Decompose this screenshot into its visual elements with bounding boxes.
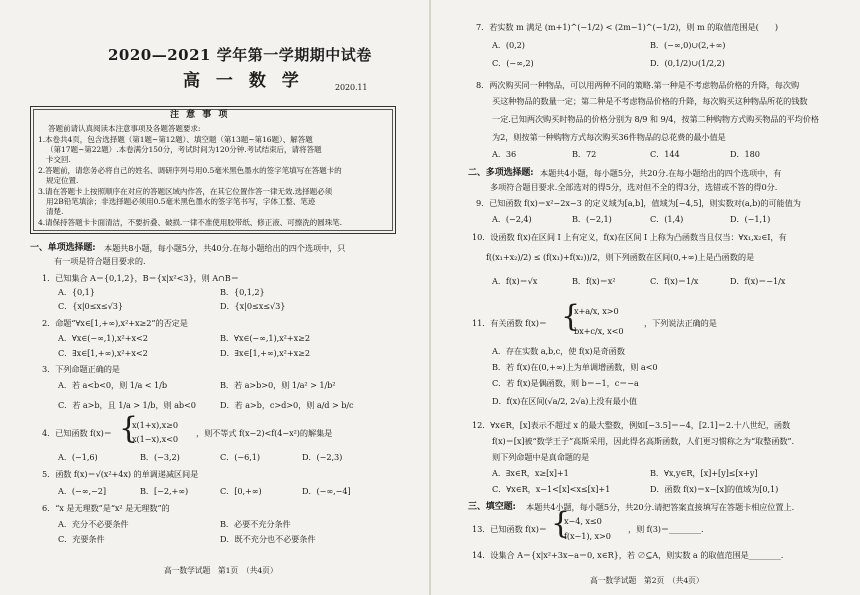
question-5-option-a: A．(−∞,−2] xyxy=(58,486,106,496)
question-7-option-c: C．(−∞,2) xyxy=(492,58,534,68)
question-11-option-b: B．若 f(x)在(0,+∞)上为单调增函数，则 a<0 xyxy=(492,362,658,372)
question-9-option-a: A．(−2,4) xyxy=(492,214,532,224)
question-9-stem: 9．已知函数 f(x)＝x²−2x−3 的定义域为[a,b]，值域为[−4,5]，则实数对(a,b)的可能值为 xyxy=(476,198,801,208)
question-7-option-d: D．(0,1/2)∪(1/2,2) xyxy=(650,58,725,68)
section-3-heading: 三、填空题: xyxy=(468,502,516,512)
page-1-footer: 高一数学试题 第1页 （共4页） xyxy=(164,566,278,575)
question-8-line-3: 一定.已知两次购买时物品的价格分别为 8/9 和 9/4，按第二种购物方式购买物品的平均价格 xyxy=(492,114,819,124)
question-13-case-2: f(x−1), x>0 xyxy=(564,531,611,541)
question-8-option-c: C．144 xyxy=(650,149,680,159)
question-6-option-a: A．充分不必要条件 xyxy=(58,519,129,529)
question-1-option-a: A．{0,1} xyxy=(58,287,95,297)
question-4-option-d: D．(−2,3) xyxy=(302,452,343,462)
section-1-desc2: 有一项是符合题目要求的. xyxy=(54,256,146,266)
question-12-line-1: 12．∀x∈R，[x]表示不超过 x 的最大整数，例如[−3.5]＝−4，[2.1]＝2.十八世纪，函数 xyxy=(472,420,791,430)
question-12-line-3: 则下列命题中是真命题的是 xyxy=(492,452,590,462)
question-1-stem: 1．已知集合 A＝{0,1,2}，B＝{x|x²<3}，则 A∩B＝ xyxy=(42,273,239,283)
notice-line: 3.请在答题卡上按照顺序在对应的答题区域内作答，在其它位置作答一律无效.选择题必须 xyxy=(38,187,333,196)
question-8-line-1: 8．两次购买同一种物品，可以用两种不同的策略.第一种是不考虑物品价格的升降，每次购 xyxy=(476,80,800,90)
question-12-option-b: B．∀x,y∈R，[x]+[y]≤[x+y] xyxy=(650,468,758,478)
question-4-option-a: A．(−1,6) xyxy=(58,452,98,462)
question-9-option-d: D．(−1,1) xyxy=(730,214,771,224)
question-3-option-d: D．若 a>b，c>d>0，则 a/d > b/c xyxy=(220,400,354,410)
question-13-stem-prefix: 13．已知函数 f(x)＝ xyxy=(472,524,547,534)
notice-line: 答题前请认真阅读本注意事项及各题答题要求: xyxy=(48,124,201,133)
question-5-option-d: D．(−∞,−4] xyxy=(302,486,351,496)
question-10-line-2: f((x₁+x₂)/2) ≤ (f(x₁)+f(x₂))/2，则下列函数在区间(0,+∞)上是凸函数的是 xyxy=(486,252,755,262)
question-13-brace: { xyxy=(551,506,571,541)
question-5-option-c: C．[0,+∞) xyxy=(220,486,262,496)
question-4-case-2: x(1−x),x<0 xyxy=(132,434,178,444)
question-13-case-1: x−4, x≤0 xyxy=(564,516,602,526)
question-1-option-b: B．{0,1,2} xyxy=(220,287,265,297)
question-3-option-c: C．若 a>b，且 1/a > 1/b，则 ab<0 xyxy=(58,400,196,410)
question-7-stem: 7．若实数 m 满足 (m+1)^(−1/2) < (2m−1)^(−1/2)，则 m 的取值范围是( ) xyxy=(476,22,779,32)
question-3-stem: 3．下列命题正确的是 xyxy=(42,364,120,374)
question-8-option-b: B．72 xyxy=(572,149,597,159)
notice-line: 规定位置. xyxy=(46,176,79,185)
section-2-heading: 二、多项选择题: xyxy=(468,168,534,178)
question-7-option-b: B．(−∞,0)∪(2,+∞) xyxy=(650,40,726,50)
question-12-option-c: C．∀x∈R，x−1<[x]<x≤[x]+1 xyxy=(492,484,611,494)
question-6-option-b: B．必要不充分条件 xyxy=(220,519,291,529)
notice-line: 用2B铅笔填涂；非选择题必须用0.5毫米黑色墨水的签字笔书写，字体工整、笔迹 xyxy=(46,197,316,206)
section-3-desc: 本题共4小题，每小题5分，共20分.请把答案直接填写在答题卡相应位置上. xyxy=(526,502,795,512)
question-2-option-a: A．∀x∈(−∞,1),x²+x<2 xyxy=(58,333,148,343)
question-3-option-b: B．若 a>b>0，则 1/a² > 1/b² xyxy=(220,380,336,390)
question-4-option-b: B．(−3,2) xyxy=(140,452,180,462)
question-12-line-2: f(x)＝[x]被“数学王子”高斯采用，因此得名高斯函数，人们更习惯称之为“取整函数”. xyxy=(492,436,794,446)
question-2-option-d: D．∃x∈[1,+∞),x²+x≥2 xyxy=(220,348,311,358)
question-8-option-a: A．36 xyxy=(492,149,517,159)
question-10-option-d: D．f(x)＝−1/x xyxy=(730,276,786,286)
question-2-option-b: B．∀x∈(−∞,1),x²+x≥2 xyxy=(220,333,310,343)
exam-subject: 高 一 数 学 xyxy=(183,71,304,91)
question-4-brace: { xyxy=(119,411,139,446)
question-11-case-1: x+a/x, x>0 xyxy=(574,306,619,316)
notice-line: 卡交回. xyxy=(46,155,71,164)
question-6-stem: 6．“x 是无理数”是“x² 是无理数”的 xyxy=(42,503,170,513)
question-9-option-c: C．(1,4) xyxy=(650,214,684,224)
question-8-option-d: D．180 xyxy=(730,149,760,159)
question-11-brace: { xyxy=(561,299,581,334)
question-3-option-a: A．若 a<b<0，则 1/a < 1/b xyxy=(58,380,167,390)
section-2-desc: 本题共4小题，每小题5分，共20分.在每小题给出的四个选项中，有 xyxy=(540,168,782,178)
question-12-option-d: D．函数 f(x)＝x−[x]的值域为[0,1) xyxy=(650,484,779,494)
question-10-option-a: A．f(x)＝√x xyxy=(492,276,538,286)
question-2-stem: 2．命题“∀x∈[1,+∞),x²+x≥2”的否定是 xyxy=(42,318,188,328)
question-10-option-b: B．f(x)＝x² xyxy=(572,276,616,286)
notice-line: 1.本卷共4页，包含选择题（第1题~第12题）、填空题（第13题~第16题）、解答题 xyxy=(38,135,313,144)
question-4-case-1: x(1+x),x≥0 xyxy=(132,420,178,430)
question-1-option-d: D．{x|0≤x≤√3} xyxy=(220,301,286,311)
question-4-option-c: C．(−6,1) xyxy=(220,452,260,462)
question-6-option-d: D．既不充分也不必要条件 xyxy=(220,534,316,544)
question-7-option-a: A．(0,2) xyxy=(492,40,525,50)
notice-line: 2.答题前，请您务必将自己的姓名、调研序列号用0.5毫米黑色墨水的签字笔填写在答题卡的 xyxy=(38,166,342,175)
question-13-stem-suffix: ，则 f(3)＝________. xyxy=(628,524,704,534)
question-5-option-b: B．[−2,+∞) xyxy=(140,486,189,496)
question-12-option-a: A．∃x∈R，x≥[x]+1 xyxy=(492,468,569,478)
question-9-option-b: B．(−2,1) xyxy=(572,214,612,224)
question-6-option-c: C．充要条件 xyxy=(58,534,105,544)
section-2-desc2: 多项符合题目要求.全部选对的得5分，选对但不全的得3分，选错或不答的得0分. xyxy=(490,182,778,192)
question-11-case-2: bx+c/x, x<0 xyxy=(574,326,624,336)
exam-date: 2020.11 xyxy=(335,83,368,92)
question-11-option-c: C．若 f(x)是偶函数，则 b＝−1，c＝−a xyxy=(492,378,639,388)
question-11-option-a: A．存在实数 a,b,c，使 f(x)是奇函数 xyxy=(492,346,625,356)
question-11-stem-suffix: ，下列说法正确的是 xyxy=(644,318,717,328)
question-14-stem: 14．设集合 A＝{x|x²+3x−a＝0, x∈R}，若 ∅⊆A，则实数 a 的取值范围是________. xyxy=(472,550,784,560)
question-11-option-d: D．f(x)在区间(√a/2, 2√a)上没有最小值 xyxy=(492,396,637,406)
section-1-heading: 一、单项选择题: xyxy=(30,243,96,253)
page-2 xyxy=(430,0,860,595)
page-2-footer: 高一数学试题 第2页 （共4页） xyxy=(590,576,704,585)
question-10-line-1: 10．设函数 f(x)在区间 I 上有定义，f(x)在区间 I 上称为凸函数当且仅当：∀x₁,x₂∈I，有 xyxy=(472,232,787,242)
notice-line: 清楚. xyxy=(46,207,64,216)
question-11-stem-prefix: 11．有关函数 f(x)＝ xyxy=(472,318,547,328)
question-5-stem: 5．函数 f(x)＝√(x²+4x) 的单调递减区间是 xyxy=(42,469,199,479)
question-4-stem-prefix: 4．已知函数 f(x)＝ xyxy=(42,428,112,438)
question-2-option-c: C．∃x∈[1,+∞),x²+x<2 xyxy=(58,348,148,358)
notice-line: （第17题~第22题）.本卷满分150分，考试时间为120分钟.考试结束后，请将答题 xyxy=(46,145,322,154)
question-10-option-c: C．f(x)＝1/x xyxy=(650,276,699,286)
section-1-desc: 本题共8小题，每小题5分，共40分.在每小题给出的四个选项中，只 xyxy=(104,243,346,253)
question-4-stem-suffix: ，则不等式 f(x−2)<f(4−x²)的解集是 xyxy=(196,428,333,438)
question-8-line-2: 买这种物品的数量一定；第二种是不考虑物品价格的升降，每次购买这种物品所花的钱数 xyxy=(492,96,808,106)
question-1-option-c: C．{x|0≤x≤√3} xyxy=(58,301,124,311)
exam-title: 2020—2021 学年第一学期期中试卷 xyxy=(108,46,372,64)
notice-title: 注 意 事 项 xyxy=(170,110,230,120)
question-8-line-4: 为2，则按第一种购物方式每次购买36件物品的总花费的最小值是 xyxy=(492,132,726,142)
notice-line: 4.请保持答题卡卡面清洁，不要折叠、破损.一律不准使用胶带纸、修正液、可擦洗的圆珠笔. xyxy=(38,218,342,227)
